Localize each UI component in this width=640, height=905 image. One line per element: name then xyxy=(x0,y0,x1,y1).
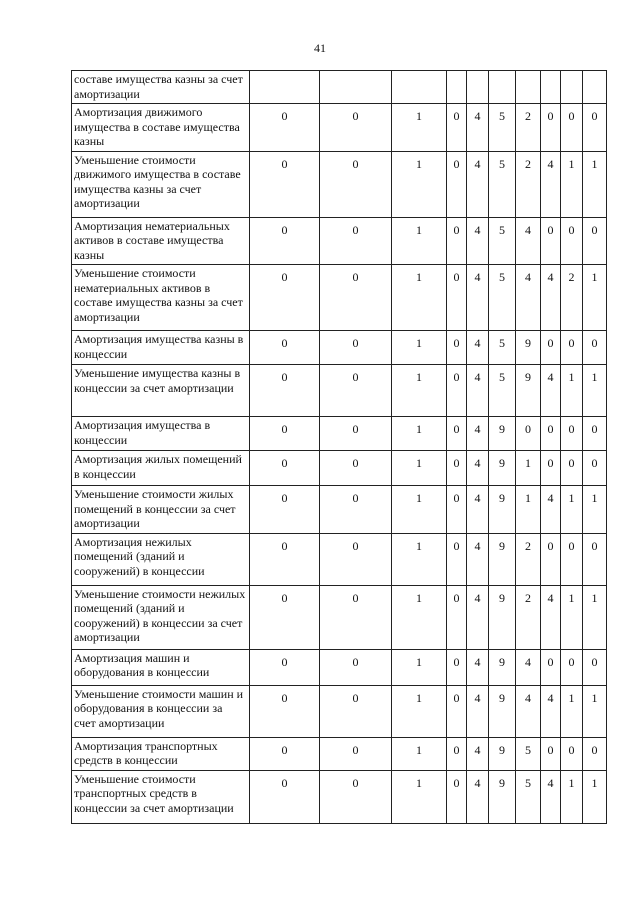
code-digit-cell: 5 xyxy=(489,217,516,265)
row-label: Уменьшение стоимости машин и оборудования в концессии за счет амортизации xyxy=(72,685,250,737)
code-digit-cell xyxy=(583,71,607,104)
code-digit-cell: 0 xyxy=(250,685,320,737)
row-label: Амортизация нежилых помещений (зданий и сооружений) в концессии xyxy=(72,533,250,585)
code-digit-cell: 9 xyxy=(489,533,516,585)
code-digit-cell: 0 xyxy=(250,737,320,770)
code-digit-cell: 4 xyxy=(467,151,489,217)
code-digit-cell: 5 xyxy=(516,737,541,770)
code-digit-cell: 1 xyxy=(561,486,583,534)
code-digit-cell: 0 xyxy=(583,451,607,486)
code-digit-cell: 0 xyxy=(250,331,320,365)
code-digit-cell: 4 xyxy=(541,486,561,534)
code-digit-cell: 0 xyxy=(516,417,541,451)
code-digit-cell: 0 xyxy=(541,649,561,685)
table-row xyxy=(72,151,607,217)
code-digit-cell: 1 xyxy=(392,104,447,152)
code-digit-cell: 0 xyxy=(583,217,607,265)
code-digit-cell: 9 xyxy=(489,737,516,770)
code-digit-cell: 0 xyxy=(250,104,320,152)
row-label: составе имущества казны за счет амортизации xyxy=(72,71,250,104)
code-digit-cell: 1 xyxy=(392,585,447,649)
code-digit-cell: 4 xyxy=(467,486,489,534)
code-digit-cell: 0 xyxy=(250,217,320,265)
code-digit-cell: 0 xyxy=(541,533,561,585)
code-digit-cell: 1 xyxy=(583,585,607,649)
code-digit-cell: 0 xyxy=(320,685,392,737)
code-digit-cell: 0 xyxy=(250,533,320,585)
code-digit-cell: 1 xyxy=(392,331,447,365)
code-digit-cell: 0 xyxy=(447,533,467,585)
code-digit-cell: 0 xyxy=(447,217,467,265)
code-digit-cell: 0 xyxy=(447,737,467,770)
row-label: Уменьшение стоимости движимого имущества в составе имущества казны за счет амортизации xyxy=(72,151,250,217)
code-digit-cell: 1 xyxy=(516,486,541,534)
code-digit-cell: 0 xyxy=(583,533,607,585)
code-digit-cell: 4 xyxy=(467,265,489,331)
code-digit-cell: 0 xyxy=(320,265,392,331)
code-digit-cell: 0 xyxy=(250,486,320,534)
code-digit-cell: 5 xyxy=(489,104,516,152)
code-digit-cell: 9 xyxy=(489,649,516,685)
code-digit-cell: 0 xyxy=(320,649,392,685)
code-digit-cell: 4 xyxy=(467,585,489,649)
code-digit-cell: 4 xyxy=(516,649,541,685)
code-digit-cell: 4 xyxy=(467,365,489,417)
code-digit-cell: 2 xyxy=(516,104,541,152)
code-digit-cell: 1 xyxy=(392,365,447,417)
code-digit-cell: 0 xyxy=(447,104,467,152)
code-digit-cell: 0 xyxy=(561,104,583,152)
code-digit-cell: 1 xyxy=(583,770,607,823)
code-digit-cell: 1 xyxy=(392,533,447,585)
code-digit-cell: 0 xyxy=(320,417,392,451)
code-digit-cell: 0 xyxy=(583,417,607,451)
code-digit-cell xyxy=(392,71,447,104)
code-digit-cell: 4 xyxy=(467,649,489,685)
code-digit-cell: 0 xyxy=(320,770,392,823)
row-label: Уменьшение стоимости нематериальных активов в составе имущества казны за счет амортизации xyxy=(72,265,250,331)
code-digit-cell: 4 xyxy=(467,331,489,365)
code-digit-cell: 9 xyxy=(489,585,516,649)
code-digit-cell: 0 xyxy=(320,331,392,365)
code-digit-cell xyxy=(250,71,320,104)
code-digit-cell: 1 xyxy=(583,685,607,737)
code-digit-cell xyxy=(516,71,541,104)
code-digit-cell: 1 xyxy=(392,770,447,823)
table-row xyxy=(72,331,607,365)
row-label: Амортизация машин и оборудования в концессии xyxy=(72,649,250,685)
code-digit-cell: 9 xyxy=(516,365,541,417)
code-digit-cell: 0 xyxy=(447,451,467,486)
code-digit-cell: 5 xyxy=(516,770,541,823)
code-digit-cell: 4 xyxy=(467,770,489,823)
code-digit-cell: 4 xyxy=(541,585,561,649)
code-digit-cell: 4 xyxy=(467,533,489,585)
code-digit-cell: 0 xyxy=(250,451,320,486)
code-digit-cell: 2 xyxy=(561,265,583,331)
code-digit-cell: 2 xyxy=(516,533,541,585)
table-row xyxy=(72,649,607,685)
code-digit-cell: 9 xyxy=(489,451,516,486)
code-digit-cell xyxy=(561,71,583,104)
code-digit-cell: 9 xyxy=(489,417,516,451)
code-digit-cell: 4 xyxy=(467,217,489,265)
code-digit-cell: 0 xyxy=(320,217,392,265)
row-label: Амортизация нематериальных активов в составе имущества казны xyxy=(72,217,250,265)
code-digit-cell: 4 xyxy=(516,685,541,737)
code-digit-cell xyxy=(467,71,489,104)
code-digit-cell: 0 xyxy=(250,265,320,331)
table-row xyxy=(72,486,607,534)
code-digit-cell: 0 xyxy=(447,417,467,451)
code-digit-cell: 0 xyxy=(250,649,320,685)
row-label: Амортизация движимого имущества в составе имущества казны xyxy=(72,104,250,152)
code-digit-cell: 0 xyxy=(541,451,561,486)
code-digit-cell: 0 xyxy=(250,151,320,217)
code-digit-cell xyxy=(541,71,561,104)
row-label: Уменьшение стоимости транспортных средств в концессии за счет амортизации xyxy=(72,770,250,823)
code-digit-cell: 1 xyxy=(583,265,607,331)
table-row xyxy=(72,451,607,486)
code-digit-cell: 0 xyxy=(447,649,467,685)
code-digit-cell: 1 xyxy=(516,451,541,486)
code-digit-cell: 0 xyxy=(250,365,320,417)
code-digit-cell: 0 xyxy=(447,365,467,417)
code-digit-cell: 4 xyxy=(541,770,561,823)
code-digit-cell: 0 xyxy=(320,737,392,770)
code-digit-cell: 2 xyxy=(516,585,541,649)
code-digit-cell: 4 xyxy=(467,417,489,451)
code-digit-cell: 1 xyxy=(583,365,607,417)
table-body xyxy=(72,71,607,824)
table-row xyxy=(72,685,607,737)
table-row xyxy=(72,71,607,104)
code-digit-cell: 4 xyxy=(467,104,489,152)
code-digit-cell: 0 xyxy=(583,649,607,685)
code-digit-cell: 5 xyxy=(489,365,516,417)
code-digit-cell: 0 xyxy=(583,331,607,365)
table-row xyxy=(72,104,607,152)
code-digit-cell: 0 xyxy=(583,104,607,152)
code-digit-cell xyxy=(447,71,467,104)
row-label: Амортизация имущества казны в концессии xyxy=(72,331,250,365)
code-digit-cell: 0 xyxy=(541,331,561,365)
code-digit-cell: 1 xyxy=(561,585,583,649)
code-digit-cell: 5 xyxy=(489,265,516,331)
code-digit-cell: 1 xyxy=(392,737,447,770)
code-digit-cell: 0 xyxy=(447,265,467,331)
code-digit-cell: 1 xyxy=(561,151,583,217)
code-digit-cell: 1 xyxy=(583,151,607,217)
code-digit-cell: 1 xyxy=(561,365,583,417)
code-digit-cell: 1 xyxy=(561,770,583,823)
code-digit-cell: 0 xyxy=(320,451,392,486)
code-digit-cell: 0 xyxy=(320,486,392,534)
code-digit-cell: 0 xyxy=(541,417,561,451)
table-row xyxy=(72,737,607,770)
row-label: Амортизация жилых помещений в концессии xyxy=(72,451,250,486)
code-digit-cell: 0 xyxy=(447,331,467,365)
code-digit-cell: 1 xyxy=(392,486,447,534)
code-digit-cell: 0 xyxy=(541,217,561,265)
table-row xyxy=(72,217,607,265)
code-digit-cell: 0 xyxy=(447,151,467,217)
code-digit-cell: 9 xyxy=(489,486,516,534)
code-digit-cell: 5 xyxy=(489,151,516,217)
page-number: 41 xyxy=(314,41,326,55)
code-digit-cell: 0 xyxy=(561,417,583,451)
code-digit-cell xyxy=(489,71,516,104)
code-digit-cell: 4 xyxy=(467,737,489,770)
code-digit-cell: 9 xyxy=(516,331,541,365)
code-digit-cell: 1 xyxy=(561,685,583,737)
row-label: Уменьшение стоимости жилых помещений в концессии за счет амортизации xyxy=(72,486,250,534)
row-label: Амортизация транспортных средств в концессии xyxy=(72,737,250,770)
code-digit-cell: 0 xyxy=(561,217,583,265)
code-digit-cell: 0 xyxy=(447,486,467,534)
code-digit-cell: 0 xyxy=(447,685,467,737)
table-row xyxy=(72,585,607,649)
code-digit-cell: 4 xyxy=(516,265,541,331)
code-digit-cell: 0 xyxy=(250,417,320,451)
code-digit-cell: 0 xyxy=(561,331,583,365)
code-digit-cell: 0 xyxy=(447,585,467,649)
code-digit-cell: 4 xyxy=(516,217,541,265)
code-digit-cell: 1 xyxy=(392,217,447,265)
code-digit-cell: 4 xyxy=(541,685,561,737)
code-digit-cell: 4 xyxy=(467,685,489,737)
code-digit-cell: 0 xyxy=(561,533,583,585)
row-label: Амортизация имущества в концессии xyxy=(72,417,250,451)
code-digit-cell: 0 xyxy=(250,585,320,649)
code-digit-cell: 0 xyxy=(541,104,561,152)
code-digit-cell: 1 xyxy=(392,685,447,737)
code-digit-cell: 1 xyxy=(583,486,607,534)
code-digit-cell: 0 xyxy=(561,737,583,770)
code-digit-cell: 0 xyxy=(250,770,320,823)
code-digit-cell: 0 xyxy=(583,737,607,770)
code-digit-cell: 4 xyxy=(467,451,489,486)
code-digit-cell: 0 xyxy=(320,104,392,152)
table-row xyxy=(72,533,607,585)
account-code-table xyxy=(71,70,607,824)
table-row xyxy=(72,770,607,823)
code-digit-cell: 0 xyxy=(561,649,583,685)
row-label: Уменьшение стоимости нежилых помещений (зданий и сооружений) в концессии за счет амортизации xyxy=(72,585,250,649)
code-digit-cell: 1 xyxy=(392,649,447,685)
code-digit-cell: 0 xyxy=(541,737,561,770)
code-digit-cell: 0 xyxy=(320,151,392,217)
table-row xyxy=(72,265,607,331)
code-digit-cell: 0 xyxy=(320,365,392,417)
code-digit-cell: 1 xyxy=(392,417,447,451)
code-digit-cell: 0 xyxy=(561,451,583,486)
code-digit-cell xyxy=(320,71,392,104)
code-digit-cell: 2 xyxy=(516,151,541,217)
code-digit-cell: 4 xyxy=(541,365,561,417)
code-digit-cell: 5 xyxy=(489,331,516,365)
code-digit-cell: 1 xyxy=(392,265,447,331)
row-label: Уменьшение имущества казны в концессии за счет амортизации xyxy=(72,365,250,417)
code-digit-cell: 9 xyxy=(489,770,516,823)
code-digit-cell: 4 xyxy=(541,151,561,217)
code-digit-cell: 1 xyxy=(392,451,447,486)
table-row xyxy=(72,365,607,417)
code-digit-cell: 0 xyxy=(447,770,467,823)
code-digit-cell: 4 xyxy=(541,265,561,331)
code-digit-cell: 0 xyxy=(320,533,392,585)
code-digit-cell: 1 xyxy=(392,151,447,217)
code-digit-cell: 0 xyxy=(320,585,392,649)
code-digit-cell: 9 xyxy=(489,685,516,737)
table-row xyxy=(72,417,607,451)
